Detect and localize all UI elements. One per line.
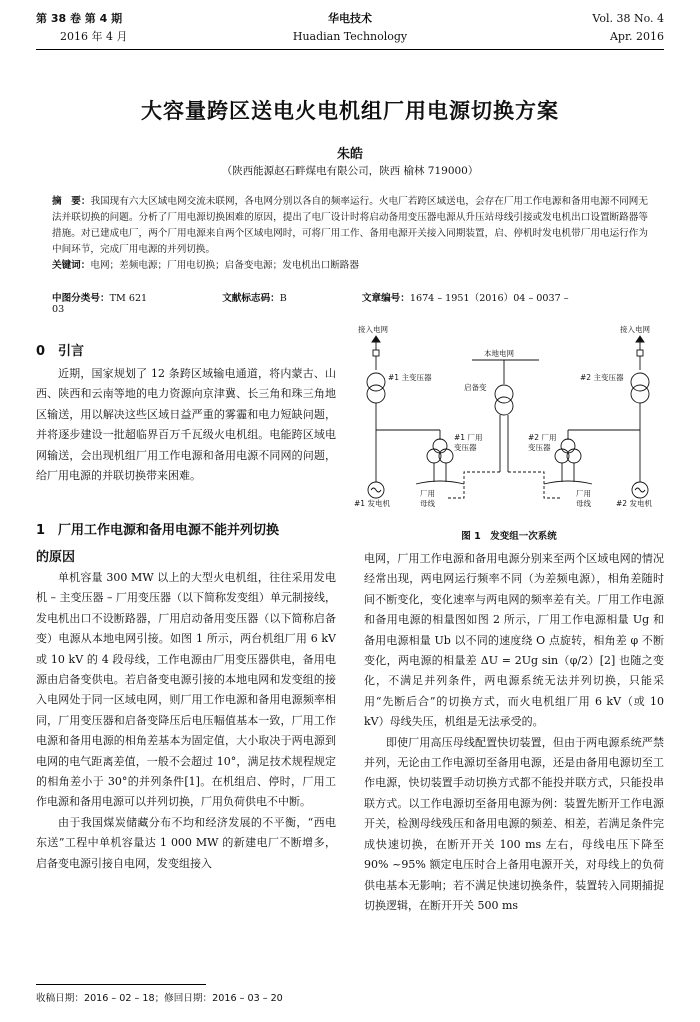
meta-row bbox=[52, 290, 648, 315]
keywords-label: 关键词： bbox=[52, 260, 91, 271]
article-no-value: 1674 – 1951（2016）04 – 0037 – 03 bbox=[52, 293, 569, 315]
right-column-body bbox=[364, 549, 664, 916]
section1-heading-line1: 1 厂用工作电源和备用电源不能并列切换 bbox=[36, 523, 280, 538]
right-paragraph-1: 电网，厂用工作电源和备用电源分别来至两个区域电网的情况经常出现，两电网运行频率不同（为差频电源），相角差随时间不断变化，变化速率与两电网的频率差有关。厂用工作电源和备用电源的相量图如图 2 所示，厂用工作电源相量 Ug 和备用电源相量 Ub 以不同的速度绕 O 点旋转，相角差 φ 不断变化，两电源的相量差 ΔU = 2Ug sin（φ/2）[2] 也随之变化，不满足并列条件，两电源系统无法并列切换，只能采用“先断后合”的切换方式，而火电机组厂用 6 kV（或 10 kV）母线失压，机组是无法承受的。 bbox=[364, 552, 664, 729]
label-gen1: #1 发电机 bbox=[354, 499, 390, 508]
abstract-label: 摘 要： bbox=[52, 196, 91, 207]
label-aux-tr2-b: 变压器 bbox=[528, 443, 551, 452]
section1-paragraph-2: 由于我国煤炭储藏分布不均和经济发展的不平衡，“西电东送”工程中单机容量达 1 000 MW 的新建电厂不断增多，启备变电源引接自电网，发变组接入 bbox=[36, 815, 336, 870]
section0-body bbox=[36, 364, 336, 486]
section0-heading: 0 引言 bbox=[36, 344, 85, 359]
keywords-text: 电网；差频电源；厂用电切换；启备变电源；发电机出口断路器 bbox=[90, 260, 359, 271]
label-main-tr2: #2 主变压器 bbox=[580, 373, 624, 382]
section1-paragraph-1: 单机容量 300 MW 以上的大型火电机组，往往采用发电机 – 主变压器 – 厂用变压器（以下简称发变组）单元制接线，发电机出口不设断路器，厂用启动备用变压器（以下简称启备变）电源从本地电网引接。如图 1 所示，两台机组厂用 6 kV 或 10 kV 的 4 段母线，工作电源由厂用变压器供电，备用电源由启备变供电。若启备变电源引接的本地电网和发变组的接入电网处于同一区域电网，则厂用工作电源和备用电源频率相同，厂用变压器和启备变降压后电压幅值基本一致，厂用工作电源和备用电源的相角差基本为固定值，大小取决于两电源到电网的电气距离差值，一般不会超过 10°，满足技术规程规定的相角差小于 30°的并列条件[1]。在机组启、停时，厂用工作电源和备用电源可以并列切换，厂用负荷供电不中断。 bbox=[36, 571, 336, 809]
abstract-text: 我国现有六大区域电网交流未联网，各电网分别以各自的频率运行。火电厂若跨区域送电，会存在厂用工作电源和备用电源不同网无法并联切换的问题。分析了厂用电源切换困难的原因，提出了电厂设计时将启动备用变压器电源从升压站母线引接或发电机出口设置断路器等措施。对已建成电厂，两个厂用电源来自两个区域电网时，可将厂用工作、备用电源开关接入同期装置，启、停机时发电机带厂用电运行作为中间环节，完成厂用电源的并列切换。 bbox=[52, 196, 648, 255]
label-gen2: #2 发电机 bbox=[616, 499, 652, 508]
doc-code-label: 文献标志码： bbox=[222, 293, 280, 304]
section1-heading bbox=[36, 517, 279, 571]
header-date-en: Apr. 2016 bbox=[609, 30, 664, 43]
doc-code-value: B bbox=[279, 293, 287, 304]
header-journal-en: Huadian Technology bbox=[292, 30, 408, 43]
clc-label: 中图分类号： bbox=[52, 293, 110, 304]
paper-title: 大容量跨区送电火电机组厂用电源切换方案 bbox=[141, 99, 559, 123]
label-startup-tr: 启备变 bbox=[464, 383, 487, 392]
header-volume-en: Vol. 38 No. 4 bbox=[592, 12, 664, 25]
section1-body bbox=[36, 568, 336, 874]
article-no-label: 文章编号： bbox=[361, 293, 410, 304]
label-aux-tr1-a: #1 厂用 bbox=[454, 433, 483, 442]
author: 朱皓 bbox=[336, 147, 363, 162]
header-volume-cn: 第 38 卷 第 4 期 bbox=[36, 12, 123, 25]
figure-1-diagram bbox=[354, 322, 664, 518]
label-bus1-a: 厂用 bbox=[420, 489, 435, 498]
right-paragraph-2: 即使厂用高压母线配置快切装置，但由于两电源系统严禁并列，无论由工作电源切至备用电源，还是由备用电源切至工作电源，快切装置手动切换方式都不能投并联方式，只能投串联方式。以工作电源切至备用电源为例：装置先断开工作电源开关，检测母线残压和备用电源的频差、相差，若满足条件完成快速切换，在断开开关 100 ms 左右，母线电压下降至 90% ~95% 额定电压时合上备用电源开关，对母线上的负荷供电基本无影响；若不满足快速切换条件，装置转入同期捕捉切换逻辑，在断开开关 500 ms bbox=[364, 735, 664, 912]
figure-1-caption: 图 1 发变组一次系统 bbox=[461, 531, 557, 542]
label-grid-right: 接入电网 bbox=[620, 325, 650, 334]
label-aux-tr2-a: #2 厂用 bbox=[528, 433, 557, 442]
footnote-rule bbox=[36, 984, 206, 985]
section0-paragraph: 近期，国家规划了 12 条跨区域输电通道，将内蒙古、山西、陕西和云南等地的电力资源向京津冀、长三角和珠三角地区输送，用以解决这些区域日益严重的雾霾和电力短缺问题，并将逐步建设一批超临界百万千瓦级火电机组。电能跨区域电网输送，会出现机组厂用工作电源和备用电源不同网的问题，给厂用电源的并联切换带来困难。 bbox=[36, 367, 336, 483]
abstract bbox=[52, 194, 648, 274]
label-aux-tr1-b: 变压器 bbox=[454, 443, 477, 452]
header-journal-cn: 华电技术 bbox=[328, 12, 372, 25]
footnote: 收稿日期：2016 – 02 – 18；修回日期：2016 – 03 – 20 bbox=[36, 993, 283, 1004]
section1-heading-line2: 的原因 bbox=[36, 550, 76, 565]
affiliation: （陕西能源赵石畔煤电有限公司，陕西 榆林 719000） bbox=[221, 165, 479, 177]
label-bus2-b: 母线 bbox=[576, 499, 591, 508]
label-grid-left: 接入电网 bbox=[358, 325, 388, 334]
label-bus2-a: 厂用 bbox=[576, 489, 591, 498]
header-rule bbox=[36, 49, 664, 50]
header-date-cn: 2016 年 4 月 bbox=[60, 30, 128, 43]
clc-value: TM 621 bbox=[109, 293, 148, 304]
label-main-tr1: #1 主变压器 bbox=[388, 373, 432, 382]
label-bus1-b: 母线 bbox=[420, 499, 435, 508]
label-local-grid: 本地电网 bbox=[484, 349, 514, 358]
